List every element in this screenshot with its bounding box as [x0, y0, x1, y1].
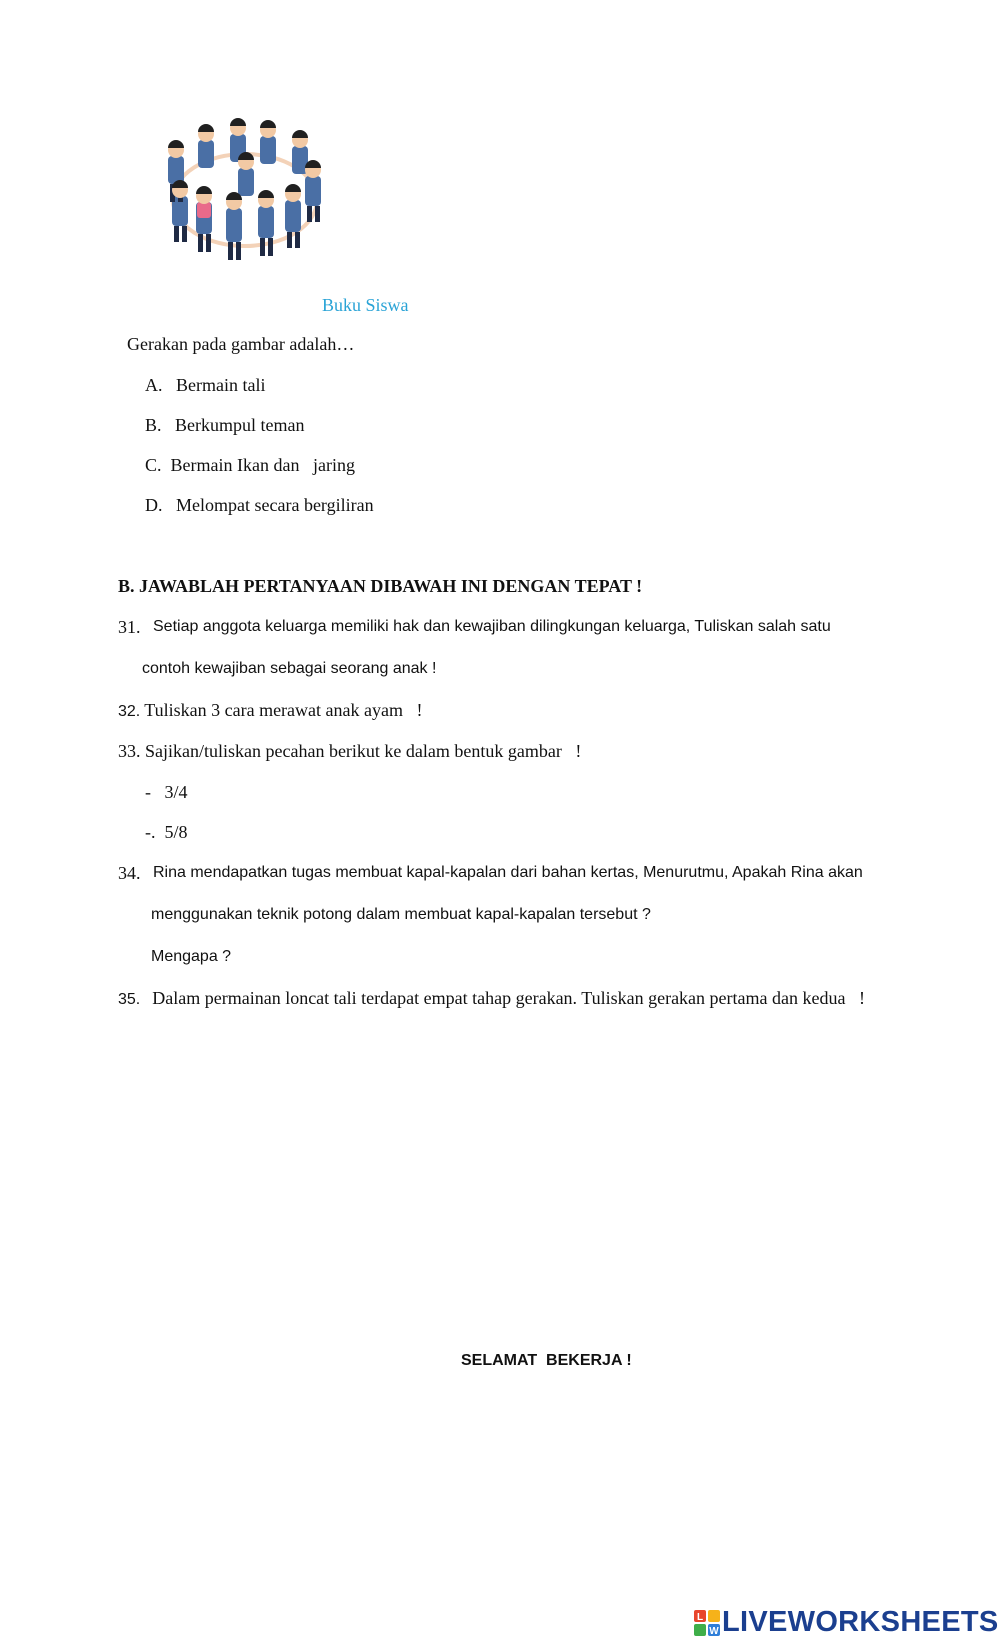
children-group: [168, 118, 321, 260]
q34-line1: Rina mendapatkan tugas membuat kapal-kapalan dari bahan kertas, Menurutmu, Apakah Rina akan: [153, 864, 863, 881]
option-letter: C.: [145, 455, 162, 475]
q35: [118, 988, 865, 1009]
option-b: [145, 415, 305, 436]
question-prompt: Gerakan pada gambar adalah…: [127, 334, 355, 354]
q31-number: 31.: [118, 617, 141, 637]
option-c: [145, 455, 355, 476]
q35-text: Dalam permainan loncat tali terdapat empat tahap gerakan. Tuliskan gerakan pertama dan kedua !: [152, 988, 865, 1008]
q33-item-1: - 3/4: [145, 782, 188, 802]
option-text: Bermain tali: [176, 375, 266, 395]
section-b-heading: B. JAWABLAH PERTANYAAN DIBAWAH INI DENGAN TEPAT !: [118, 576, 643, 596]
q32-text: Tuliskan 3 cara merawat anak ayam !: [144, 700, 423, 720]
option-text: Bermain Ikan dan jaring: [170, 455, 355, 475]
option-letter: D.: [145, 495, 163, 515]
liveworksheets-logo-icon: [694, 1610, 720, 1636]
q32-number: 32.: [118, 703, 141, 720]
q33-number: 33.: [118, 741, 141, 761]
option-a: [145, 375, 265, 396]
q35-number: 35.: [118, 991, 141, 1008]
q34-line3: Mengapa ?: [151, 948, 232, 965]
image-caption: Buku Siswa: [322, 295, 409, 315]
q33-item-2: -. 5/8: [145, 822, 188, 842]
option-d: [145, 495, 374, 516]
q31-line2: contoh kewajiban sebagai seorang anak !: [142, 660, 437, 677]
q32: [118, 700, 423, 721]
logo-letter-w: W: [709, 1626, 719, 1636]
q33: [118, 741, 581, 762]
option-text: Berkumpul teman: [175, 415, 305, 435]
q31-line1: Setiap anggota keluarga memiliki hak dan kewajiban dilingkungan keluarga, Tuliskan salah satu: [153, 618, 831, 635]
option-letter: A.: [145, 375, 163, 395]
q34-line2: menggunakan teknik potong dalam membuat kapal-kapalan tersebut ?: [151, 906, 651, 923]
option-text: Melompat secara bergiliran: [176, 495, 374, 515]
brand-name[interactable]: LIVEWORKSHEETS: [722, 1606, 999, 1638]
children-circle-illustration-icon: [150, 118, 340, 278]
logo-letter-l: L: [696, 1612, 704, 1623]
q33-text: Sajikan/tuliskan pecahan berikut ke dalam bentuk gambar !: [145, 741, 582, 761]
closing-text: SELAMAT BEKERJA !: [461, 1352, 632, 1369]
option-letter: B.: [145, 415, 162, 435]
q34-number: 34.: [118, 863, 141, 883]
